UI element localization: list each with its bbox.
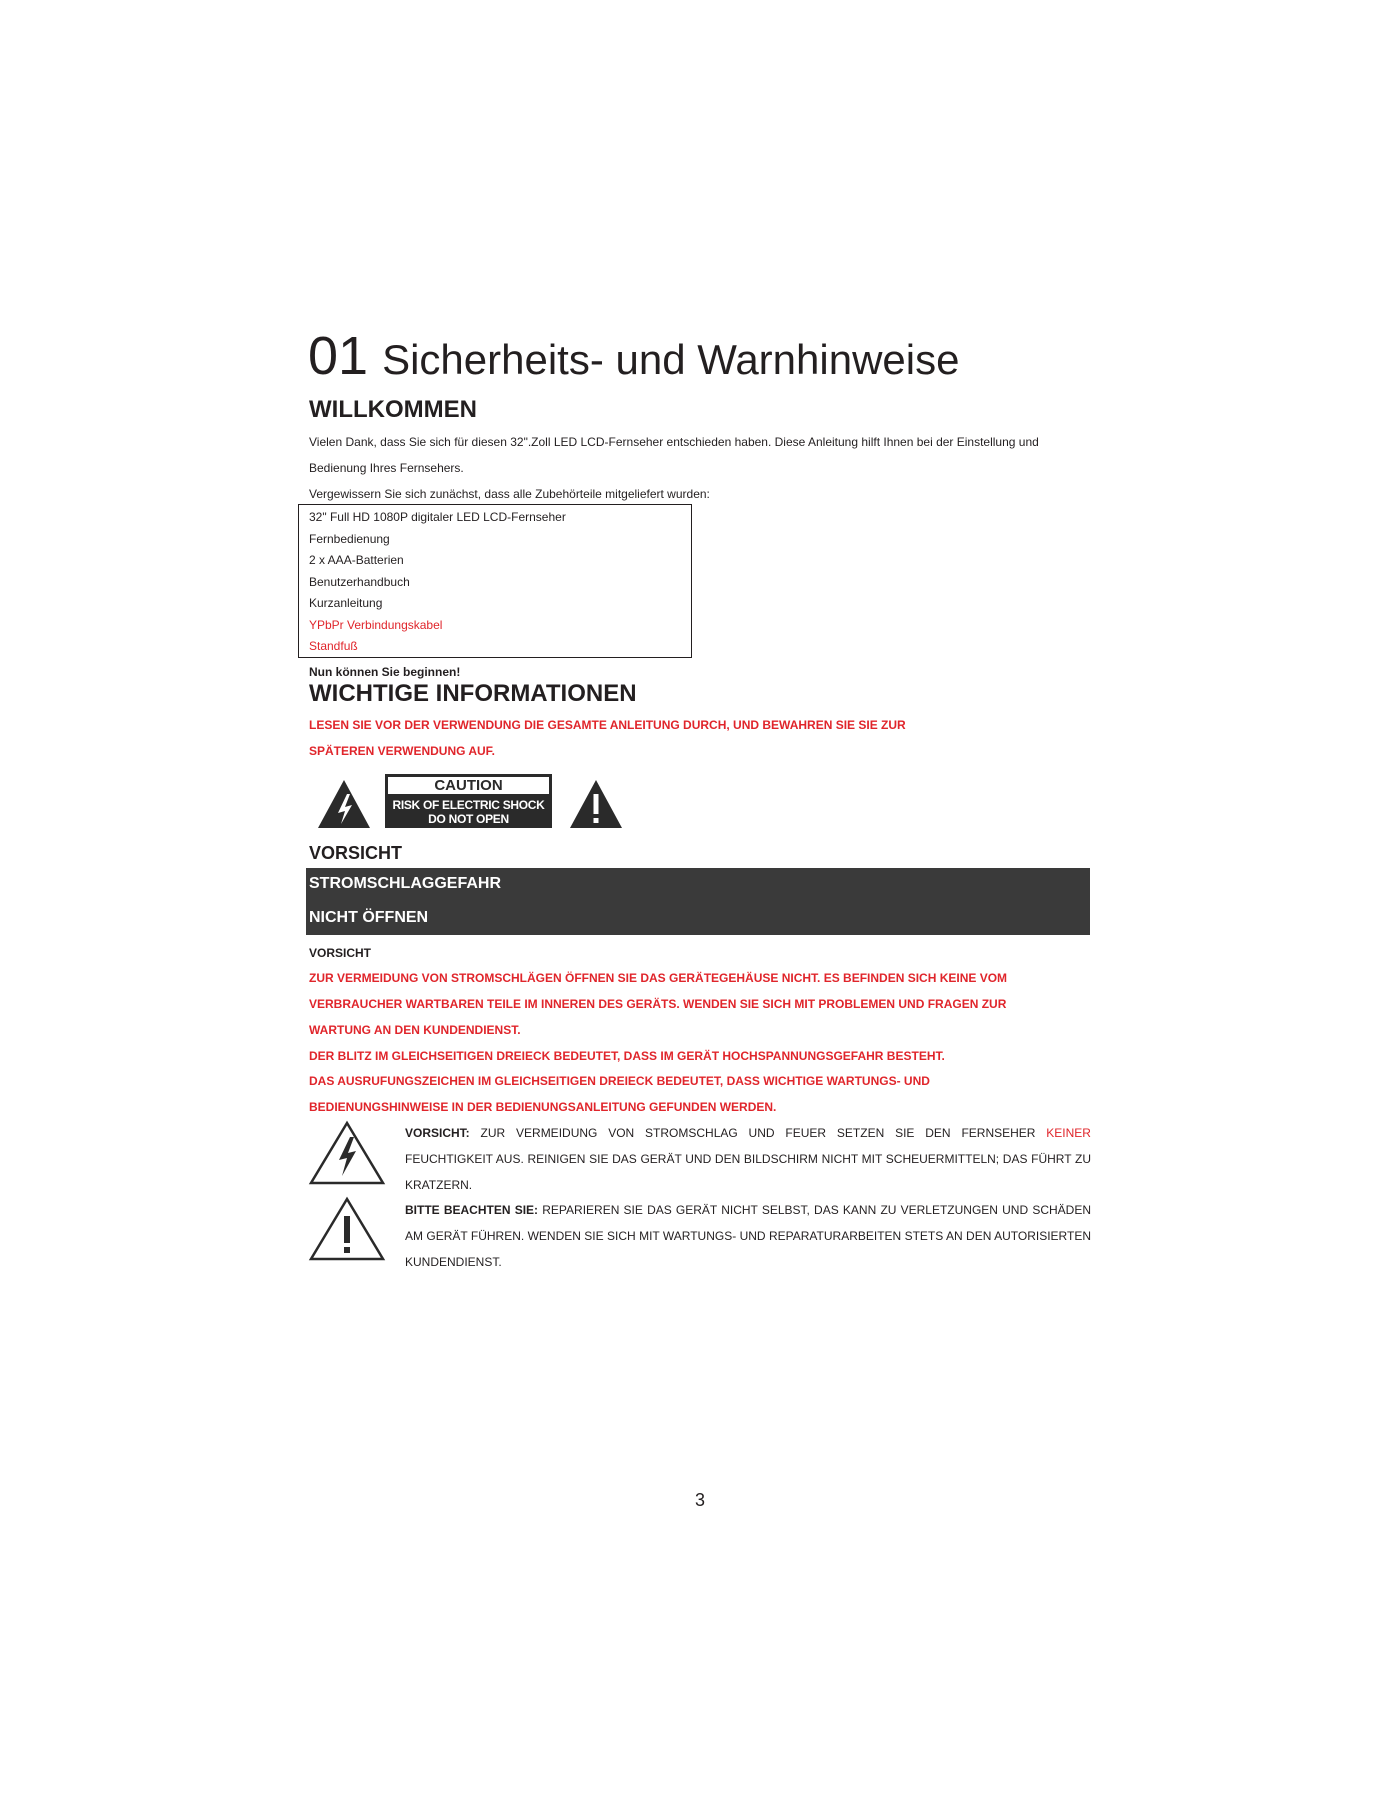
note-beachten-text: REPARIEREN SIE DAS GERÄT NICHT SELBST, DAS KANN ZU VERLETZUNGEN UND SCHÄDEN AM GERÄT FÜHREN. WENDEN SIE SICH MIT WARTUNGS- UND REPARATURARBEITEN STETS AN DEN AUTORISIERTEN KUNDENDIENST. bbox=[405, 1203, 1092, 1269]
warning-line-3: WARTUNG AN DEN KUNDENDIENST. bbox=[309, 1023, 521, 1037]
chapter-title: Sicherheits- und Warnhinweise bbox=[382, 336, 960, 383]
danger-line-2: NICHT ÖFFNEN bbox=[309, 909, 429, 926]
danger-bar bbox=[306, 868, 1090, 935]
important-heading: WICHTIGE INFORMATIONEN bbox=[309, 680, 637, 707]
warning-line-5: DAS AUSRUFUNGSZEICHEN IM GLEICHSEITIGEN DREIECK BEDEUTET, DASS WICHTIGE WARTUNGS- UND bbox=[309, 1074, 930, 1088]
caution-label bbox=[385, 774, 552, 828]
vorsicht-heading: VORSICHT bbox=[309, 843, 403, 863]
note-vorsicht-text-2: FEUCHTIGKEIT AUS. REINIGEN SIE DAS GERÄT UND DEN BILDSCHIRM NICHT MIT SCHEUERMITTELN; DAS FÜHRT ZU KRATZERN. bbox=[405, 1152, 1091, 1192]
note-vorsicht-red-word: KEINER bbox=[1046, 1126, 1091, 1140]
caution-line-1: RISK OF ELECTRIC SHOCK bbox=[392, 798, 545, 812]
accessory-item: YPbPr Verbindungskabel bbox=[309, 618, 443, 632]
exclamation-triangle-icon bbox=[568, 778, 624, 830]
accessory-item: Standfuß bbox=[309, 639, 358, 653]
caution-title: CAUTION bbox=[388, 777, 549, 794]
exclamation-triangle-outline-icon bbox=[308, 1196, 386, 1262]
danger-line-1: STROMSCHLAGGEFAHR bbox=[309, 875, 501, 892]
note-beachten-label: BITTE BEACHTEN SIE: bbox=[405, 1203, 539, 1217]
accessory-item: Benutzerhandbuch bbox=[309, 575, 410, 589]
read-line-2: SPÄTEREN VERWENDUNG AUF. bbox=[309, 744, 496, 758]
page-number: 3 bbox=[694, 1490, 705, 1510]
note-vorsicht bbox=[405, 1120, 1091, 1198]
start-text: Nun können Sie beginnen! bbox=[309, 665, 461, 679]
page-title bbox=[308, 328, 959, 388]
chapter-number: 01 bbox=[308, 326, 369, 386]
lightning-triangle-icon bbox=[316, 778, 372, 830]
welcome-heading: WILLKOMMEN bbox=[309, 396, 477, 423]
note-beachten bbox=[405, 1197, 1091, 1275]
warning-line-6: BEDIENUNGSHINWEISE IN DER BEDIENUNGSANLEITUNG GEFUNDEN WERDEN. bbox=[309, 1100, 777, 1114]
warning-line-4: DER BLITZ IM GLEICHSEITIGEN DREIECK BEDEUTET, DASS IM GERÄT HOCHSPANNUNGSGEFAHR BESTEHT. bbox=[309, 1049, 945, 1063]
caution-line-2: DO NOT OPEN bbox=[428, 812, 509, 826]
note-vorsicht-label: VORSICHT: bbox=[405, 1126, 470, 1140]
note-vorsicht-text-1: ZUR VERMEIDUNG VON STROMSCHLAG UND FEUER SETZEN SIE DEN FERNSEHER bbox=[480, 1126, 1036, 1140]
accessories-note: Vergewissern Sie sich zunächst, dass alle Zubehörteile mitgeliefert wurden: bbox=[309, 487, 710, 501]
lightning-triangle-outline-icon bbox=[308, 1120, 386, 1186]
warning-line-2: VERBRAUCHER WARTBAREN TEILE IM INNEREN DES GERÄTS. WENDEN SIE SICH MIT PROBLEMEN UND FRAGEN ZUR bbox=[309, 997, 1007, 1011]
accessory-item: Kurzanleitung bbox=[309, 596, 383, 610]
accessory-item: Fernbedienung bbox=[309, 532, 390, 546]
intro-line-1: Vielen Dank, dass Sie sich für diesen 32".Zoll LED LCD-Fernseher entschieden haben. Diese Anleitung hilft Ihnen bei der Einstellung und bbox=[309, 435, 1039, 449]
vorsicht-label: VORSICHT bbox=[309, 946, 372, 960]
intro-line-2: Bedienung Ihres Fernsehers. bbox=[309, 461, 464, 475]
accessories-box bbox=[298, 504, 692, 658]
warning-line-1: ZUR VERMEIDUNG VON STROMSCHLÄGEN ÖFFNEN SIE DAS GERÄTEGEHÄUSE NICHT. ES BEFINDEN SICH KEINE VOM bbox=[309, 971, 1008, 985]
read-line-1: LESEN SIE VOR DER VERWENDUNG DIE GESAMTE ANLEITUNG DURCH, UND BEWAHREN SIE SIE ZUR bbox=[309, 718, 906, 732]
accessory-item: 2 x AAA-Batterien bbox=[309, 553, 404, 567]
accessory-item: 32" Full HD 1080P digitaler LED LCD-Fernseher bbox=[309, 510, 566, 524]
